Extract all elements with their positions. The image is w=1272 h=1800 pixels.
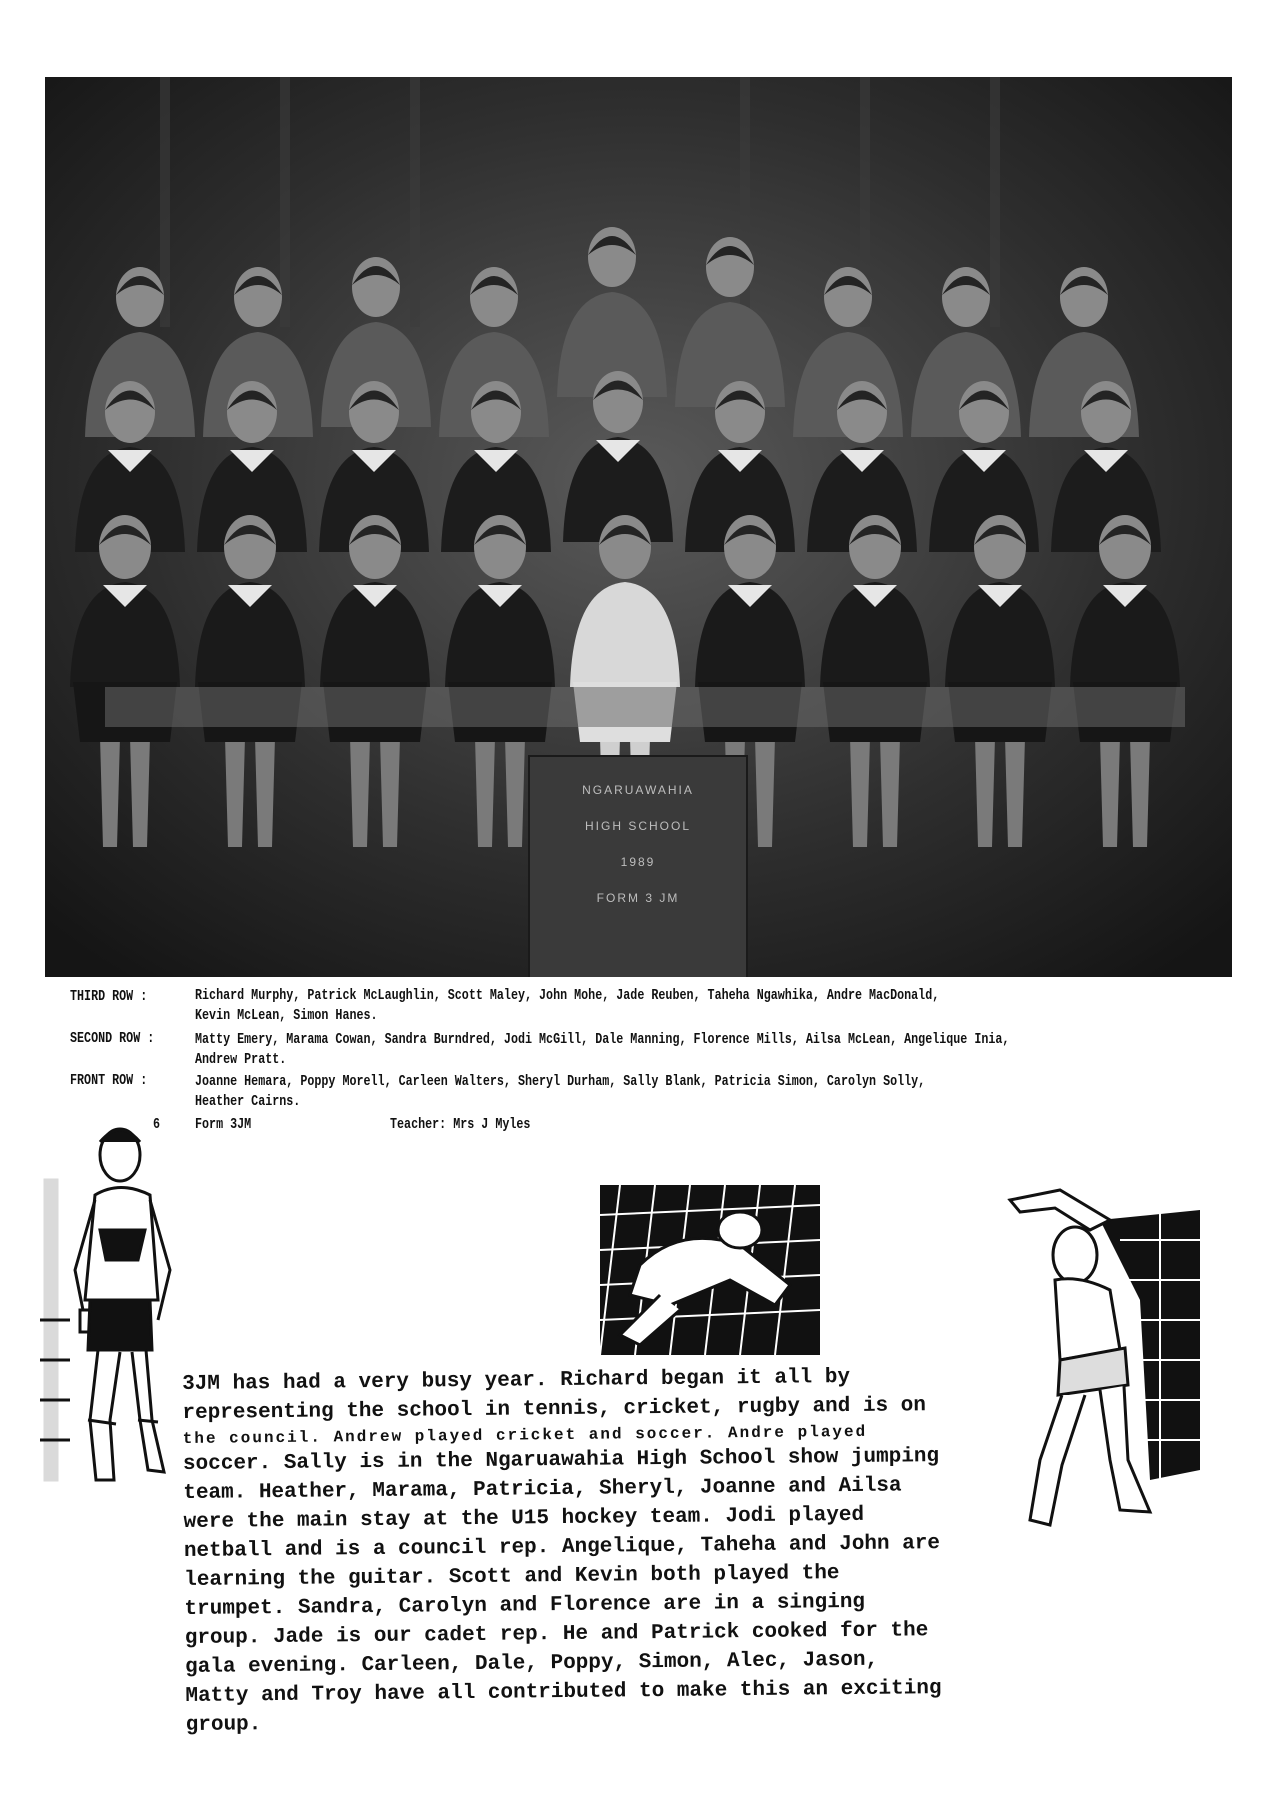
person-head [849,515,901,579]
write-up-line: 3JM has had a very busy year. Richard began it all by [182,1366,851,1396]
runner-illustration [40,1120,190,1490]
write-up-line: group. [185,1713,262,1737]
person-head [715,381,765,443]
person-head [599,515,651,579]
write-up-line: team. Heather, Marama, Patricia, Sheryl, Joanne and Ailsa [183,1474,902,1505]
third-row-label: THIRD ROW : [70,988,148,1005]
sign-line: FORM 3 JM [596,891,680,905]
teacher-name: Teacher: Mrs J Myles [390,1116,531,1133]
sign-line: HIGH SCHOOL [584,819,691,833]
write-up-line: learning the guitar. Scott and Kevin both played the [184,1562,840,1592]
person-head [227,381,277,443]
second-row-label: SECOND ROW : [70,1030,155,1047]
write-up-line: soccer. Sally is in the Ngaruawahia High School show jumping [182,1445,940,1476]
second-row-names [195,1030,1009,1070]
swimmer-illustration [600,1185,820,1355]
person-head [724,515,776,579]
sign-line: 1989 [620,855,656,869]
person-head [349,381,399,443]
write-up-line: trumpet. Sandra, Carolyn and Florence are in a singing [184,1590,866,1621]
person-head [959,381,1009,443]
front-row-names [195,1072,925,1112]
person-head [1081,381,1131,443]
person-head [99,515,151,579]
write-up-line: the council. Andrew played cricket and soccer. Andre played [182,1422,868,1448]
write-up-line: representing the school in tennis, cricket, rugby and is on [182,1394,927,1425]
person-head [1099,515,1151,579]
person-head [471,381,521,443]
person-head [593,371,643,433]
sign-line: NGARUAWAHIA [582,783,694,797]
write-up-line: were the main stay at the U15 hockey team. Jodi played [183,1503,865,1534]
class-photo [45,77,1232,977]
write-up-line: group. Jade is our cadet rep. He and Patrick cooked for the [184,1619,929,1650]
person-head [349,515,401,579]
person-head [474,515,526,579]
caption-line: Matty Emery, Marama Cowan, Sandra Burndred, Jodi McGill, Dale Manning, Florence Mills, Ailsa McLean, Angelique Inia, [195,1031,1010,1048]
class-write-up [182,1360,1116,1740]
school-sign [528,755,748,977]
third-row-names [195,986,939,1026]
person-head [837,381,887,443]
caption-line: Heather Cairns. [195,1093,301,1110]
person-head [974,515,1026,579]
page-number: 6 [153,1116,161,1133]
caption-line: Richard Murphy, Patrick McLaughlin, Scott Maley, John Mohe, Jade Reuben, Taheha Ngawhika, Andre MacDonald, [195,987,940,1004]
caption-line: Joanne Hemara, Poppy Morell, Carleen Walters, Sheryl Durham, Sally Blank, Patricia Simon, Carolyn Solly, [195,1073,926,1090]
caption-line: Andrew Pratt. [195,1051,287,1068]
write-up-line: Matty and Troy have all contributed to make this an exciting [185,1677,942,1708]
person-head [224,515,276,579]
write-up-line: gala evening. Carleen, Dale, Poppy, Simon, Alec, Jason, [184,1648,879,1679]
person-head [105,381,155,443]
front-row-label: FRONT ROW : [70,1072,148,1089]
caption-line: Kevin McLean, Simon Hanes. [195,1007,378,1024]
form-name: Form 3JM [195,1116,252,1133]
write-up-line: netball and is a council rep. Angelique, Taheha and John are [183,1532,941,1563]
